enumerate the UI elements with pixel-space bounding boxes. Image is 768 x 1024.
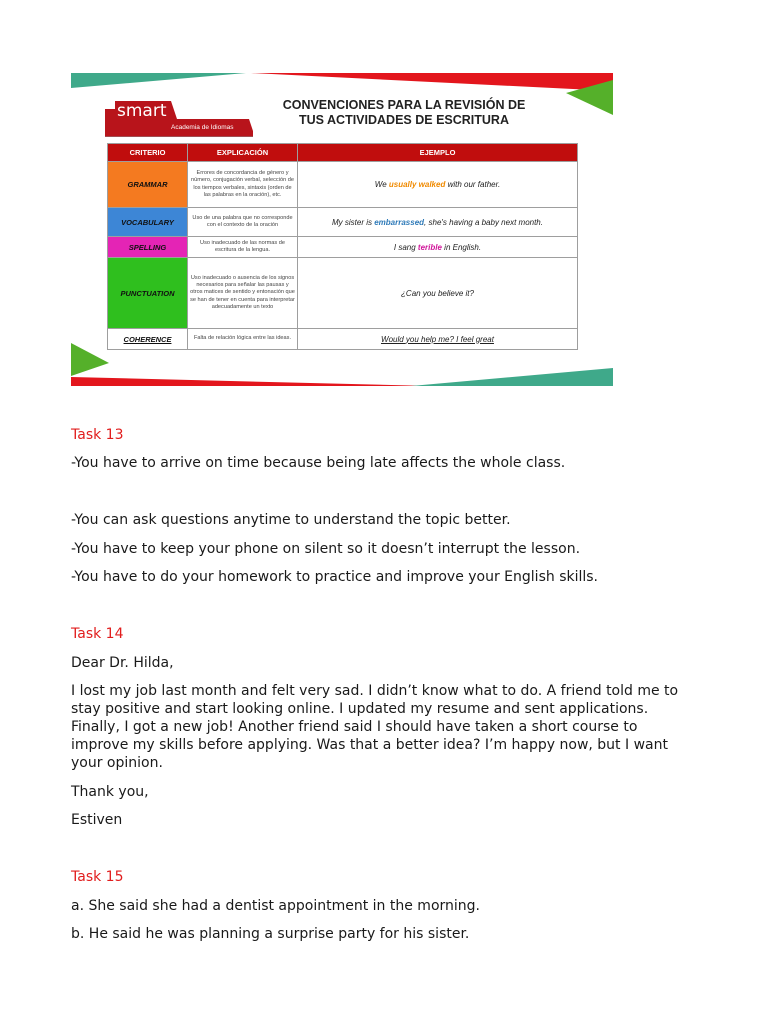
letter-signature: Estiven <box>71 812 123 828</box>
criterion-vocabulary: VOCABULARY <box>108 208 188 237</box>
top-right-red-stripe <box>251 73 613 91</box>
example-punctuation: ¿Can you believe it? <box>298 258 578 329</box>
banner-title <box>259 98 549 128</box>
table-row-coherence <box>108 329 578 350</box>
task-13-line: -You have to keep your phone on silent so it doesn’t interrupt the lesson. <box>71 541 581 557</box>
example-spelling <box>298 237 578 258</box>
explanation-spelling: Uso inadecuado de las normas de escritura de la lengua. <box>188 237 298 258</box>
example-coherence: Would you help me? I feel great <box>298 329 578 350</box>
task-15-line: a. She said she had a dentist appointment in the morning. <box>71 898 480 914</box>
example-highlight: terible <box>417 242 442 252</box>
criterion-spelling: SPELLING <box>108 237 188 258</box>
example-text: We <box>374 180 389 189</box>
table-row-vocabulary <box>108 208 578 237</box>
header-criterio: CRITERIO <box>108 144 188 162</box>
example-text: I sang <box>393 242 418 252</box>
bottom-right-teal-stripe <box>411 368 613 386</box>
bottom-left-green-triangle <box>71 343 109 376</box>
task-15-line: b. He said he was planning a surprise party for his sister. <box>71 926 470 942</box>
header-ejemplo: EJEMPLO <box>298 144 578 162</box>
example-text: , she's having a baby next month. <box>424 217 543 227</box>
explanation-grammar: Errores de concordancia de género y número, conjugación verbal, selección de los tiempos verbales, sintaxis (orden de las palabras en la oración), etc. <box>188 162 298 208</box>
task-13-heading: Task 13 <box>71 427 124 443</box>
smart-logo <box>103 97 253 137</box>
task-14-heading: Task 14 <box>71 626 124 642</box>
letter-body: I lost my job last month and felt very sad. I didn’t know what to do. A friend told me to stay positive and start looking online. I updated my resume and sent applications. Finally, I got a new job! Another friend said I should have taken a short course to improve my skills before applying. Was that a better idea? I’m happy now, but I want your opinion. <box>71 683 679 771</box>
criterion-coherence: COHERENCE <box>108 329 188 350</box>
table-row-spelling <box>108 237 578 258</box>
example-text: in English. <box>441 242 482 252</box>
table-row-punctuation <box>108 258 578 329</box>
letter-closing: Thank you, <box>71 784 149 800</box>
explanation-punctuation: Uso inadecuado o ausencia de los signos necesarios para señalar las pausas y otros matices de sentido y entonación que se han de tener en cuenta para interpretar adecuadamente un texto <box>188 258 298 329</box>
bottom-left-red-stripe <box>71 377 431 386</box>
explanation-vocabulary: Uso de una palabra que no corresponde con el contexto de la oración <box>188 208 298 237</box>
criterion-punctuation: PUNCTUATION <box>108 258 188 329</box>
conventions-table <box>107 143 578 350</box>
conventions-banner-image <box>71 71 613 387</box>
example-text: with our father. <box>445 180 501 189</box>
table-row-grammar <box>108 162 578 208</box>
banner-title-line2: TUS ACTIVIDADES DE ESCRITURA <box>299 113 509 127</box>
example-grammar <box>298 162 578 208</box>
task-13-line: -You have to do your homework to practice and improve your English skills. <box>71 569 599 585</box>
letter-greeting: Dear Dr. Hilda, <box>71 655 174 671</box>
example-highlight: embarrassed <box>374 217 425 227</box>
example-vocabulary <box>298 208 578 237</box>
task-15-heading: Task 15 <box>71 869 124 885</box>
explanation-coherence: Falta de relación lógica entre las ideas. <box>188 329 298 350</box>
example-highlight: usually walked <box>388 180 446 189</box>
banner-title-line1: CONVENCIONES PARA LA REVISIÓN DE <box>282 98 526 112</box>
header-explicacion: EXPLICACIÓN <box>188 144 298 162</box>
criterion-grammar: GRAMMAR <box>108 162 188 208</box>
task-13-line: -You can ask questions anytime to understand the topic better. <box>71 512 511 528</box>
table-header-row <box>108 144 578 162</box>
logo-word: smart <box>117 101 167 121</box>
top-left-teal-stripe <box>71 73 246 88</box>
example-text: My sister is <box>332 217 375 227</box>
logo-subtitle: Academia de Idiomas <box>171 124 234 131</box>
task-13-line: -You have to arrive on time because being late affects the whole class. <box>71 455 566 471</box>
